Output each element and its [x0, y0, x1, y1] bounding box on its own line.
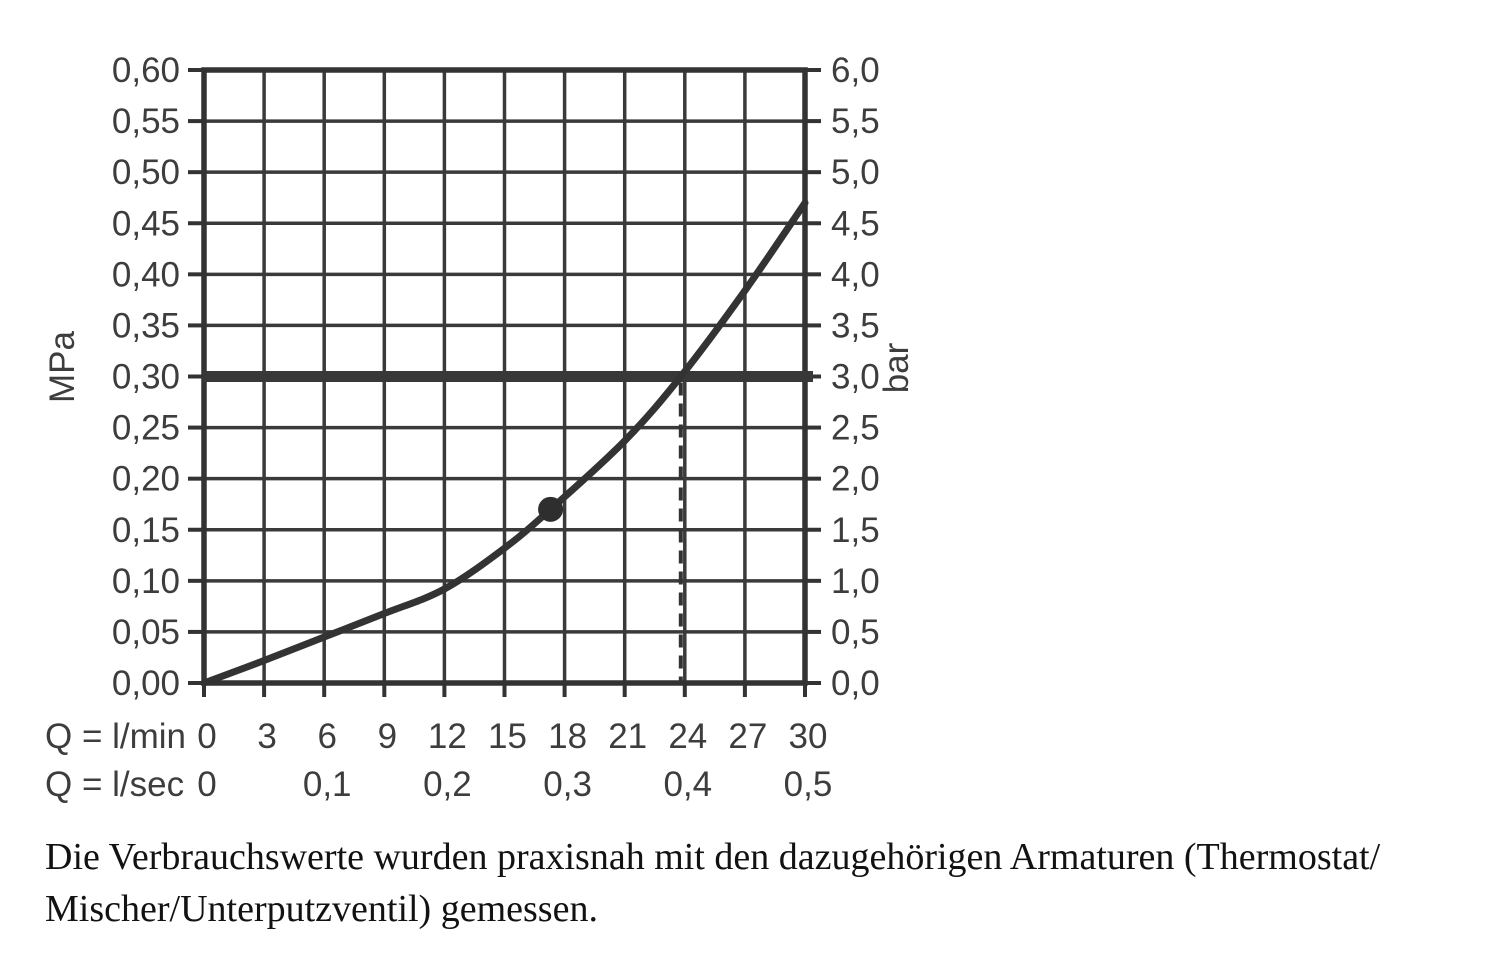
right-axis-tick-label: 3,0	[831, 357, 880, 397]
x-axis-lmin-label: 15	[488, 717, 527, 756]
x-axis-lmin-label: 30	[788, 717, 828, 756]
left-axis-tick-label: 0,05	[111, 612, 180, 652]
x-axis-lmin-label: 27	[728, 717, 768, 756]
left-axis-tick-label: 0,35	[111, 306, 180, 346]
left-axis-tick-label: 0,20	[111, 459, 180, 499]
x-axis-lmin-label: 18	[548, 717, 588, 756]
right-axis-tick-label: 2,0	[831, 459, 880, 499]
right-axis-tick-label: 4,5	[831, 204, 880, 244]
right-axis-tick-label: 1,5	[831, 510, 880, 550]
right-axis-tick-label: 6,0	[831, 51, 880, 90]
left-axis-tick-label: 0,25	[111, 408, 180, 448]
x-axis-lmin-label: 24	[668, 717, 708, 756]
left-axis-tick-label: 0,10	[111, 561, 180, 601]
left-axis-tick-label: 0,55	[111, 102, 180, 142]
caption-line-1: Die Verbrauchswerte wurden praxisnah mit den dazugehörigen Armaturen (Thermostat/	[45, 836, 1381, 878]
right-axis-tick-label: 0,5	[831, 612, 880, 652]
right-axis-tick-label: 5,0	[831, 153, 880, 193]
operating-point-dot	[538, 497, 563, 522]
left-axis-tick-label: 0,30	[111, 357, 180, 397]
x-axis-lmin-label: 6	[317, 717, 337, 756]
caption-line-2: Mischer/Unterputzventil) gemessen.	[45, 888, 598, 930]
x-axis-lmin-label: 9	[377, 717, 398, 756]
left-axis-tick-label: 0,15	[111, 510, 180, 550]
x-axis-lsec-label: 0,4	[663, 765, 713, 804]
right-axis-tick-label: 2,5	[831, 408, 880, 448]
x-axis-lmin-title: Q = l/min	[45, 717, 187, 756]
left-axis-tick-label: 0,00	[111, 664, 180, 703]
x-axis-lmin-label: 12	[427, 717, 467, 756]
x-axis-lsec-label: 0	[197, 765, 217, 804]
left-axis-tick-label: 0,50	[111, 153, 180, 193]
x-axis-lsec-label: 0,5	[783, 765, 833, 804]
left-axis-tick-label: 0,45	[111, 204, 180, 244]
right-axis-tick-label: 1,0	[831, 561, 880, 601]
x-axis-lsec-title: Q = l/sec	[45, 765, 185, 804]
chart-caption	[45, 831, 1380, 935]
left-axis-tick-label: 0,40	[111, 255, 180, 295]
x-axis-lsec-label: 0,3	[543, 765, 592, 804]
left-axis-title: MPa	[43, 331, 82, 403]
right-axis-tick-label: 3,5	[831, 306, 880, 346]
x-axis-lmin-label: 0	[197, 717, 217, 756]
x-axis-lmin-label: 3	[257, 717, 277, 756]
right-axis-tick-label: 4,0	[831, 255, 880, 295]
x-axis-lsec-label: 0,1	[302, 765, 352, 804]
x-axis-lsec-label: 0,2	[423, 765, 472, 804]
right-axis-tick-label: 5,5	[831, 102, 880, 142]
x-axis-lmin-label: 21	[608, 717, 648, 756]
right-axis-title: bar	[877, 342, 916, 394]
right-axis-tick-label: 0,0	[831, 664, 880, 703]
left-axis-tick-label: 0,60	[111, 51, 180, 90]
